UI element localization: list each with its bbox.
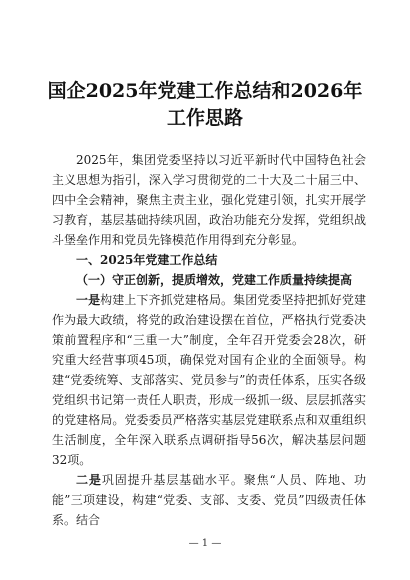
section-heading: 一、2025年党建工作总结 [76, 253, 218, 267]
paragraph-1-text: 构建上下齐抓党建格局。集团党委坚持把抓好党建作为最大政绩，将党的政治建设摆在首位，严格执行党委决策前置程序和“三重一大”制度，全年召开党委会28次，研究重大经营事项45项，确保党对国有企业的全面领导。构建“党委统筹、支部落实、党员参与”的责任体系，压实各级党组织书记第一责任人职责，形成一级抓一级、层层抓落实的党建格局。党委委员严格落实基层党建联系点和双重组织生活制度，全年深入联系点调研指导56次，解决基层问题32项。 [52, 293, 366, 467]
page-number: — 1 — [188, 538, 222, 549]
paragraph-2-lead: 二是 [76, 473, 102, 487]
document-body [52, 150, 366, 530]
document-title: 国企2025年党建工作总结和2026年工作思路 [47, 80, 363, 129]
paragraph-2-text: 巩固提升基层基础水平。聚焦“人员、阵地、功能”三项建设，构建“党委、支部、支委、党员”四级责任体系。结合 [52, 473, 366, 527]
paragraph-1-lead: 一是 [76, 293, 101, 307]
intro-paragraph: 2025年，集团党委坚持以习近平新时代中国特色社会主义思想为指引，深入学习贯彻党的二十大及二十届三中、四中全会精神，聚焦主责主业，强化党建引领，扎实开展学习教育，基层基础持续巩固，政治功能充分发挥，党组织战斗堡垒作用和党员先锋模范作用得到充分彰显。 [52, 153, 366, 247]
paragraph-1 [52, 290, 366, 470]
paragraph-2 [52, 470, 366, 530]
subsection-heading: （一）守正创新，提质增效，党建工作质量持续提高 [76, 273, 353, 287]
